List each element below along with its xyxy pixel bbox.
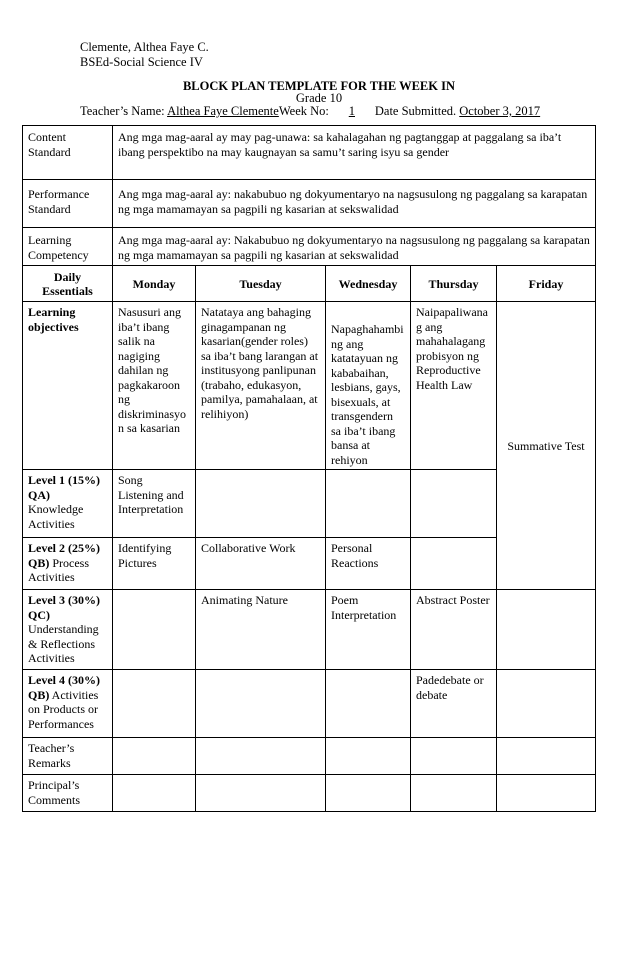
- principal-comments-friday: [497, 775, 596, 812]
- level1-label-bold: Level 1 (15%) QA): [28, 473, 100, 502]
- level4-tuesday: [196, 670, 326, 738]
- objective-wednesday: Napaghahambi ng ang katatayuan ng kababaihan, lesbians, gays, bisexuals, at transgendern sa iba’t ibang bansa at rehiyon: [326, 302, 411, 470]
- level3-friday: [497, 590, 596, 670]
- week-label: Week No:: [278, 104, 329, 118]
- learning-competency-label: Learning Competency: [23, 228, 113, 266]
- level2-label-rest: Process Activities: [28, 555, 90, 584]
- teacher-label: Teacher’s Name:: [80, 104, 168, 118]
- level3-wednesday: Poem Interpretation: [326, 590, 411, 670]
- principal-comments-row: [23, 775, 596, 812]
- level4-thursday: Padedebate or debate: [411, 670, 497, 738]
- teacher-remarks-tuesday: [196, 738, 326, 775]
- level4-row: [23, 670, 596, 738]
- teacher-remarks-row: [23, 738, 596, 775]
- days-header-row: [23, 266, 596, 302]
- objective-thursday: Naipapaliwana g ang mahahalagang probisyon ng Reproductive Health Law: [411, 302, 497, 470]
- level1-thursday: [411, 470, 497, 538]
- document-title: BLOCK PLAN TEMPLATE FOR THE WEEK IN: [182, 79, 456, 93]
- wednesday-header: Wednesday: [326, 266, 411, 302]
- level3-tuesday: Animating Nature: [196, 590, 326, 670]
- content-standard-row: [23, 126, 596, 180]
- course-name: BSEd-Social Science IV: [80, 55, 203, 69]
- week-number: 1: [348, 104, 355, 118]
- learning-competency-row: [23, 228, 596, 266]
- level3-label-bold: Level 3 (30%) QC): [28, 593, 100, 622]
- level3-row: [23, 590, 596, 670]
- daily-essentials-header: Daily Essentials: [23, 266, 113, 302]
- performance-standard-row: [23, 180, 596, 228]
- tuesday-header: Tuesday: [196, 266, 326, 302]
- level4-monday: [113, 670, 196, 738]
- level2-tuesday: Collaborative Work: [196, 538, 326, 590]
- level2-monday: Identifying Pictures: [113, 538, 196, 590]
- learning-objectives-label: Learning objectives: [23, 302, 113, 470]
- teacher-remarks-wednesday: [326, 738, 411, 775]
- level2-label: [23, 538, 113, 590]
- learning-competency-text: Ang mga mag-aaral ay: Nakabubuo ng dokyumentaryo na nagsusulong ng paggalang sa karapatan ng mga mamamayan sa pagpili ng kasarian at sekswalidad: [113, 228, 596, 266]
- content-standard-label: Content Standard: [23, 126, 113, 180]
- level1-label: [23, 470, 113, 538]
- block-plan-table: [22, 125, 596, 812]
- friday-header: Friday: [497, 266, 596, 302]
- content-standard-text: Ang mga mag-aaral ay may pag-unawa: sa kahalagahan ng pagtanggap at paggalang sa iba’t ibang perspektibo na may kaugnayan sa samu’t saring isyu sa gender: [113, 126, 596, 180]
- objective-friday-summative-test: Summative Test: [497, 302, 596, 590]
- level1-label-rest: Knowledge Activities: [28, 502, 84, 531]
- level4-friday: [497, 670, 596, 738]
- author-name: Clemente, Althea Faye C.: [80, 40, 209, 54]
- level4-label-bold: Level 4 (30%) QB): [28, 673, 100, 702]
- principal-comments-thursday: [411, 775, 497, 812]
- teacher-name: Althea Faye Clemente: [167, 104, 279, 118]
- teacher-info-line: [80, 104, 540, 119]
- date-label: Date Submitted.: [374, 104, 460, 118]
- thursday-header: Thursday: [411, 266, 497, 302]
- level2-wednesday: Personal Reactions: [326, 538, 411, 590]
- grade-level: Grade 10: [295, 91, 343, 105]
- performance-standard-text: Ang mga mag-aaral ay: nakabubuo ng dokyumentaryo na nagsusulong ng paggalang sa karapatan ng mga mamamayan sa pagpili ng kasarian at sekswalidad: [113, 180, 596, 228]
- level2-label-bold: Level 2 (25%) QB): [28, 541, 100, 570]
- teacher-remarks-monday: [113, 738, 196, 775]
- principal-comments-label: Principal’s Comments: [23, 775, 113, 812]
- date-submitted: October 3, 2017: [459, 104, 541, 118]
- teacher-remarks-friday: [497, 738, 596, 775]
- monday-header: Monday: [113, 266, 196, 302]
- principal-comments-tuesday: [196, 775, 326, 812]
- learning-objectives-row: [23, 302, 596, 470]
- level3-label-rest: Understanding & Reflections Activities: [28, 622, 99, 665]
- level4-wednesday: [326, 670, 411, 738]
- level4-label: [23, 670, 113, 738]
- level3-label: [23, 590, 113, 670]
- teacher-remarks-label: Teacher’s Remarks: [23, 738, 113, 775]
- level3-thursday: Abstract Poster: [411, 590, 497, 670]
- principal-comments-monday: [113, 775, 196, 812]
- performance-standard-label: Performance Standard: [23, 180, 113, 228]
- level1-monday: Song Listening and Interpretation: [113, 470, 196, 538]
- teacher-remarks-thursday: [411, 738, 497, 775]
- level2-thursday: [411, 538, 497, 590]
- level1-wednesday: [326, 470, 411, 538]
- level1-tuesday: [196, 470, 326, 538]
- objective-tuesday: Natataya ang bahaging ginagampanan ng kasarian(gender roles) sa iba’t bang larangan at institusyong panlipunan (trabaho, edukasyon, pamilya, pamahalaan, at relihiyon): [196, 302, 326, 470]
- objective-monday: Nasusuri ang iba’t ibang salik na nagiging dahilan ng pagkakaroon ng diskriminasyo n sa kasarian: [113, 302, 196, 470]
- level4-label-rest: Activities on Products or Performances: [28, 687, 99, 731]
- principal-comments-wednesday: [326, 775, 411, 812]
- level3-monday: [113, 590, 196, 670]
